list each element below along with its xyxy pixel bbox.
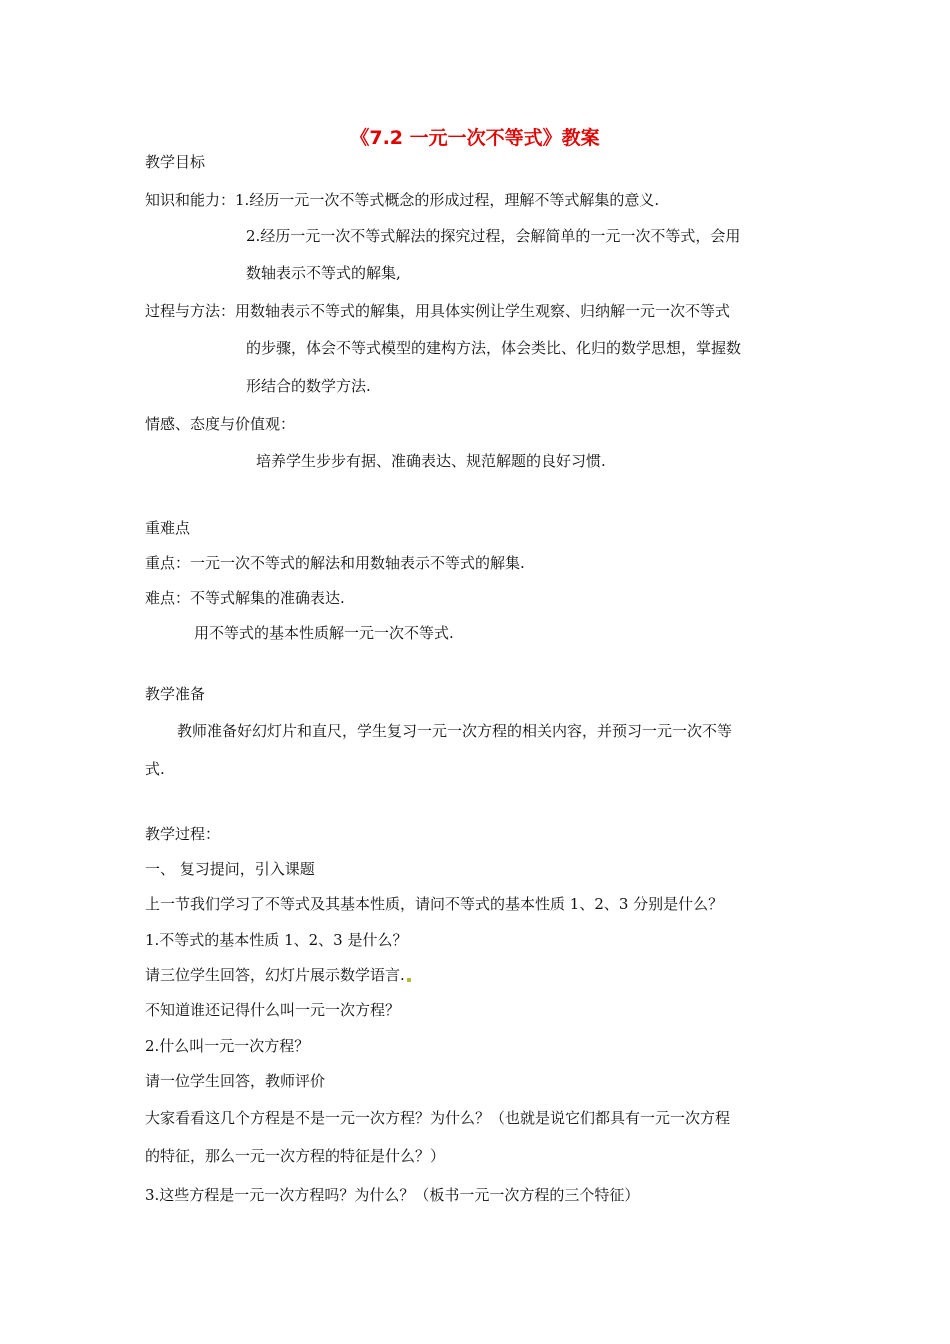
objectives-heading: 教学目标 <box>145 153 206 171</box>
process-paragraph: 大家看看这几个方程是不是一元一次方程？为什么？（也就是说它们都具有一元一次方程 <box>145 1109 731 1127</box>
process-paragraph-text: 请三位学生回答，幻灯片展示数学语言. <box>145 966 405 984</box>
document-title: 《7.2 一元一次不等式》教案 <box>350 127 600 149</box>
process-paragraph <box>145 965 411 985</box>
preparation-text-2: 式. <box>145 760 165 778</box>
marker-dot-icon <box>407 978 411 982</box>
process-paragraph: 2.什么叫一元一次方程？ <box>145 1037 310 1055</box>
key-point: 重点：一元一次不等式的解法和用数轴表示不等式的解集. <box>145 554 525 572</box>
objective-emotion-text: 培养学生步步有据、准确表达、规范解题的良好习惯. <box>256 452 606 470</box>
process-paragraph: 上一节我们学习了不等式及其基本性质，请问不等式的基本性质 1、2、3 分别是什么？ <box>145 895 724 913</box>
difficult-point: 难点：不等式解集的准确表达. <box>145 589 345 607</box>
preparation-heading: 教学准备 <box>145 685 206 703</box>
objective-knowledge-2a: 2.经历一元一次不等式解法的探究过程，会解简单的一元一次不等式，会用 <box>246 227 741 245</box>
process-paragraph: 不知道谁还记得什么叫一元一次方程？ <box>145 1001 401 1019</box>
objective-process-1: 过程与方法：用数轴表示不等式的解集，用具体实例让学生观察、归纳解一元一次不等式 <box>145 302 731 320</box>
objective-knowledge-1: 知识和能力：1.经历一元一次不等式概念的形成过程，理解不等式解集的意义. <box>145 191 660 209</box>
key-points-heading: 重难点 <box>145 519 191 537</box>
process-heading: 教学过程： <box>145 825 221 843</box>
process-paragraph: 3.这些方程是一元一次方程吗？为什么？（板书一元一次方程的三个特征） <box>145 1186 640 1204</box>
process-paragraph: 的特征，那么一元一次方程的特征是什么？） <box>145 1147 446 1165</box>
difficult-point-2: 用不等式的基本性质解一元一次不等式. <box>194 624 454 642</box>
objective-knowledge-2b: 数轴表示不等式的解集, <box>246 264 401 282</box>
objective-emotion-label: 情感、态度与价值观： <box>145 415 296 433</box>
process-paragraph: 请一位学生回答，教师评价 <box>145 1072 326 1090</box>
process-section-1: 一、 复习提问，引入课题 <box>145 860 315 878</box>
objective-process-2: 的步骤，体会不等式模型的建构方法，体会类比、化归的数学思想，掌握数 <box>246 339 742 357</box>
process-paragraph: 1.不等式的基本性质 1、2、3 是什么？ <box>145 931 408 949</box>
objective-process-3: 形结合的数学方法. <box>246 377 371 395</box>
preparation-text-1: 教师准备好幻灯片和直尺，学生复习一元一次方程的相关内容，并预习一元一次不等 <box>177 722 733 740</box>
